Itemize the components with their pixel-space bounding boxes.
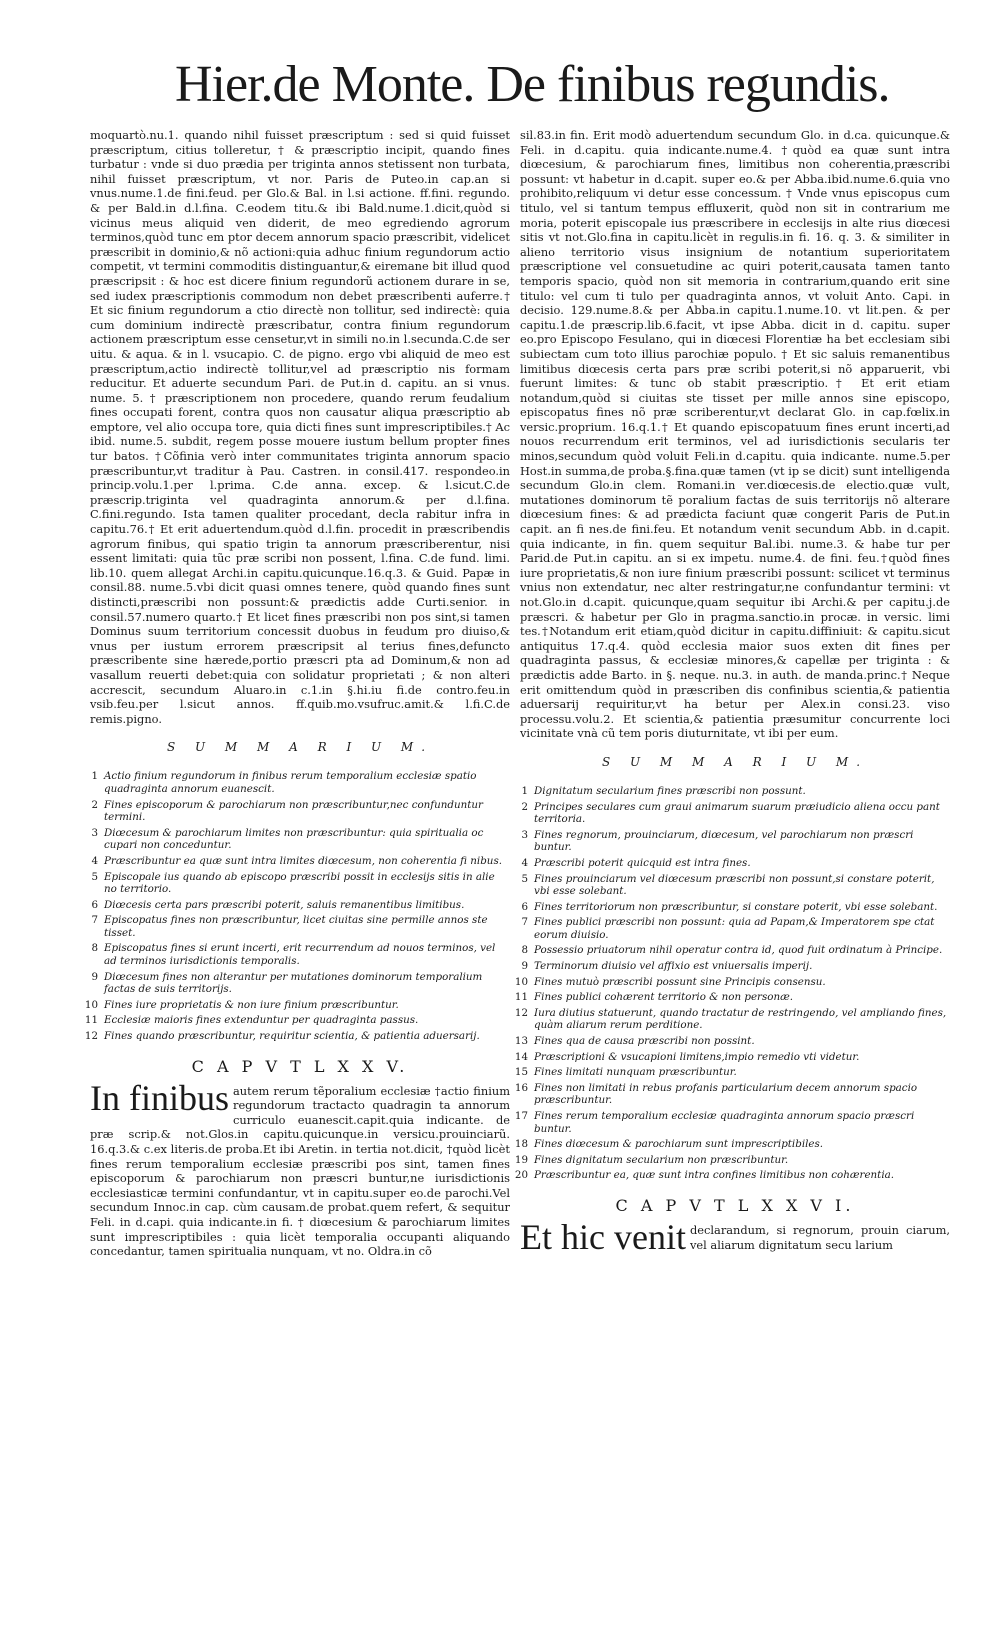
right-body-text: sil.83.in fin. Erit modò aduertendum secundum Glo. in d.ca. quicunque.& Feli. in d.capitu. quia indicante.nume.4. †quòd ea quæ sunt intra diœcesium, & parochiarum fines, limitibus non coherentia,præscribi possunt: vt habetur in d.capit. super eo.& per Abba.ibid.nume.6.quia vno prohibito,reliquum vi detur esse concessum. † Vnde vnus episcopus cum titulo, vel si tantum tempus effluxerit, quòd non sit in contrarium me moria, poterit episcopale ius præscribere in ecclesijs in alte rius diœcesi sitis vt not.Glo.fina in capitu.licèt in regulis.in fi. 16. q. 3. & similiter in alieno territorio visus insignium de notantium superioritatem præscriptione vel consuetudine ac quiri poterit,causata tamen tanto temporis spacio, quòd non sit memoria in contrarium,quando erit sine titulo: vel cum ti tulo per quadraginta annos, vt voluit Anto. Capi. in decisio. 129.nume.8.& per Abba.in capitu.1.nume.10. vt lit.pen. & per capitu.1.de præscrip.lib.6.facit, vt ipse Abba. dicit in d. capitu. super eo.pro Episcopo Fesulano, qui in diœcesi Florentiæ ha bet ecclesiam sibi subiectam cum toto illius parochiæ populo. † Et sic saluis remanentibus limitibus diœcesis certa pars præ scribi poterit,si nõ apparuerit, vbi fuerunt limites: & tunc ob stabit præscriptio.† Et erit etiam notandum,quòd si ciuitas ste tisset per mille annos sine episcopo, episcopatus fines nõ præ scriberentur,vt declarat Glo. in cap.fœlix.in versic.proprium. 16.q.1.† Et quando episcopatuum fines erunt incerti,ad nouos recurrendum erit terminos, vel ad iurisdictionis secularis ter minos,secundum quòd voluit Feli.in d.capitu. quia indicante. nume.5.per Host.in summa,de proba.§.fina.quæ tamen (vt ip se dicit) sunt intelligenda secundum Glo.in clem. Romani.in ver.diœcesis.de electio.quæ vult, mutationes dominorum tẽ poralium factas de suis territorijs nõ alterare diœcesium fines: & ad prædicta faciunt quæ congerit Paris de Put.in capit. an fi nes.de fini.feu. Et notandum venit secundum Abb. in d.capit. quia indicante, in fin. quem sequitur Bal.ibi. nume.3. & habe tur per Parid.de Put.in capitu. an si ex impetu. nume.4. de fini. feu.†quòd fines iure proprietatis,& non iure finium præscribi possunt: scilicet vt terminus vnius non extendatur, nec alter restringatur,ne confundantur termini: vt not.Glo.in d.capit. quicunque,quam sequitur ibi Archi.& per capitu.j.de præscri. & habetur per Glo in pragma.sanctio.in procæ. in versic. limi tes.†Notandum erit etiam,quòd dicitur in capitu.diffiniuit: & capitu.sicut antiquitus 17.q.4. quòd ecclesia maior suos exten dit fines per quadraginta passus, & ecclesiæ minores,& capellæ per triginta : & prædictis adde Barto. in §. neque. nu.3. in auth. de manda.princ.† Neque erit omittendum quòd in præscriben dis confinibus scientia,& patientia aduersarij requiritur,vt ha betur per Alex.in consi.23. viso processu.volu.2. Et scientia,& patientia præsumitur concurrente loci vicinitate vnà cũ tem poris diuturnitate, vt ibi per eum. bbox=[520, 128, 950, 741]
list-item: 16 Fines non limitati in rebus profanis particularium decem annorum spacio præscribuntur. bbox=[514, 1081, 918, 1107]
left-chapter-heading: C A P V T L X X V. bbox=[191, 1056, 409, 1076]
left-summary-list bbox=[84, 770, 510, 1043]
list-item: 12 Fines quando præscribuntur, requiritur scientia, & patientia aduersarij. bbox=[84, 1030, 480, 1043]
list-item: 3 Diœcesum & parochiarum limites non præscribuntur: quia spiritualia oc cupari non conceduntur. bbox=[91, 826, 484, 852]
left-body-text: moquartò.nu.1. quando nihil fuisset præscriptum : sed si quid fuisset præscriptum, citius tolleretur, † & præscriptio incipit, quando fines turbatur : vnde si duo prædia per triginta annos stetissent non turbata, nihil fuisset præscriptum, vt nor. Paris de Puteo.in cap.an si vnus.nume.1.de fini.feud. per Glo.& Bal. in l.si actione. ff.fini. regundo. & per Bald.in d.l.fina. C.eodem titu.& ibi Bald.nume.1.dicit,quòd si vicinus meus aliquid ven diderit, de meo egrediendo agrorum terminos,quòd tunc em ptor decem annorum spacio præscribit, videlicet præscribit in dominio,& nõ actioni:quia adhuc finium regundorum actio competit, vt termini commoditis distinguantur,& eiremane bit illud quod præscripsit : & hoc est dicere finium regundorũ actionem durare in se, sed iudex præscriptionis commodum non debet præscribenti auferre.† Et sic finium regundorum a ctio directè non tollitur, sed indirectè: quia cum dominium indirectè præscribatur, contra finium regundorum actionem præscriptum esse censetur,vt in simili no.in l.secunda.C.de ser uitu. & aqua. & in l. vsucapio. C. de pigno. ergo vbi aliquid de meo est præscriptum,actio indirectè tollitur,vel ad præscriptio nis formam reducitur. Et aduerte secundum Pari. de Put.in d. capitu. an si vnus. nume. 5. † præscriptionem non procedere, quando rerum feudalium fines occupati forent, contra quos non causatur aliqua præscriptio ab emptore, vel alio occupa tore, quia dicti fines sunt imprescriptibiles.† Ac ibid. nume.5. subdit, regem posse mouere iustum bellum propter fines tur batos. †Cõfinia verò inter communitates triginta annorum spacio præscribuntur,vt traditur à Pau. Castren. in consil.417. respondeo.in princip.volu.1.per l.prima. C.de anna. excep. & l.sicut.C.de præscrip.triginta vel quadraginta annorum.& per d.l.fina. C.fini.regundo. Ista tamen qualiter procedant, decla rabitur infra in capitu.76.† Et erit aduertendum.quòd d.l.fin. procedit in præscribendis agrorum finibus, qui spatio trigin ta annorum præscriberentur, nisi essent limitati: quia tũc præ scribi non possent, l.fina. C.de fund. limi. lib.10. quem allegat Archi.in capitu.quicunque.16.q.3. & Guid. Papæ in consil.88. nume.5.vbi dicit quasi omnes tenere, quòd quando fines sunt distincti,præscribi non possunt:& prædictis adde Curti.senior. in consil.57.numero quarto.† Et licet fines præscribi non pos sint,si tamen Dominus suum territorium concessit duobus in feudum pro diuiso,& vnus per iustum errorem præscripsit al terius fines,defuncto præscribente sine hærede,portio præscri pta ad Dominum,& non ad vasallum reuerti debet:quia con solidatur proprietati ; & non alteri accrescit, secundum Aluaro.in c.1.in §.hi.iu fi.de contro.feu.in vsib.feu.per l.sicut annos. ff.quib.mo.vsufruc.amit.& l.fi.C.de remis.pigno. bbox=[90, 128, 510, 726]
list-item: 18 Fines diœcesum & parochiarum sunt imprescriptibiles. bbox=[514, 1138, 824, 1151]
right-summary-heading: S U M M A R I U M. bbox=[601, 754, 869, 769]
left-summary-heading: S U M M A R I U M. bbox=[166, 740, 434, 755]
list-item: 6 Fines territoriorum non præscribuntur, si constare poterit, vbi esse solebant. bbox=[521, 900, 938, 913]
list-item: 3 Fines regnorum, prouinciarum, diœcesum, vel parochiarum non præscri buntur. bbox=[521, 828, 914, 854]
list-item: 10 Fines mutuò præscribi possunt sine Principis consensu. bbox=[514, 975, 826, 988]
left-column bbox=[84, 128, 510, 1259]
chapter-body: declarandum, si regnorum, prouin ciarum, vel aliarum dignitatum secu larium bbox=[689, 1222, 950, 1252]
initial-words: Et hic venit bbox=[520, 1216, 686, 1257]
initial-words: In finibus bbox=[90, 1077, 229, 1118]
list-item: 1 Dignitatum secularium fines præscribi non possunt. bbox=[521, 784, 806, 797]
running-head: Hier.de Monte. De finibus regundis. bbox=[175, 56, 890, 113]
list-item: 2 Principes seculares cum graui animarum suarum præiudicio aliena occu pant territoria. bbox=[521, 800, 940, 826]
list-item: 5 Episcopale ius quando ab episcopo præscribi possit in ecclesijs sitis in alie no territorio. bbox=[91, 870, 495, 896]
right-column bbox=[514, 128, 950, 1257]
list-item: 6 Diœcesis certa pars præscribi poterit, saluis remanentibus limitibus. bbox=[91, 898, 465, 911]
list-item: 20 Præscribuntur ea, quæ sunt intra confines limitibus non cohærentia. bbox=[514, 1169, 895, 1182]
right-chapter-text bbox=[520, 1216, 950, 1257]
list-item: 7 Episcopatus fines non præscribuntur, licet ciuitas sine permille annos ste tisset. bbox=[91, 914, 488, 939]
list-item: 11 Fines publici cohærent territorio & non personæ. bbox=[514, 991, 794, 1004]
list-item: 4 Præscribuntur ea quæ sunt intra limites diœcesum, non coherentia fi nibus. bbox=[91, 854, 502, 867]
list-item: 5 Fines prouinciarum vel diœcesum præscribi non possunt,si constare poterit, vbi esse solebant. bbox=[521, 872, 935, 898]
list-item: 15 Fines limitati nunquam præscribuntur. bbox=[514, 1066, 737, 1079]
list-item: 2 Fines episcoporum & parochiarum non præscribuntur,nec confunduntur termini. bbox=[91, 798, 483, 824]
list-item: 9 Terminorum diuisio vel affixio est vniuersalis imperij. bbox=[521, 960, 813, 973]
list-item: 8 Possessio priuatorum nihil operatur contra id, quod fuit ordinatum à Principe. bbox=[521, 944, 943, 957]
right-summary-list bbox=[514, 784, 950, 1182]
left-chapter-text bbox=[90, 1077, 510, 1259]
right-chapter-heading: C A P V T L X X V I. bbox=[615, 1195, 855, 1215]
list-item: 19 Fines dignitatum secularium non præscribuntur. bbox=[514, 1153, 789, 1166]
list-item: 8 Episcopatus fines si erunt incerti, erit recurrendum ad nouos terminos, vel ad terminos iurisdictionis temporalis. bbox=[91, 942, 496, 968]
chapter-body: autem rerum tẽporalium ecclesiæ †actio finium regundorum tractacto quadragin ta annorum curriculo euanescit.capit.quia indicante. de præ scrip.& not.Glos.in capitu.quicunque.in versicu.prouinciarũ. 16.q.3.& c.ex literis.de proba.Et ibi Aretin. in tertia not.dicit, †quòd licèt fines rerum temporalium ecclesiæ præscribi pos sint, tamen fines episcoporum & parochiarum non præscri buntur,ne iurisdictionis ecclesiasticæ termini confundantur, vt in capitu.super eo.de parochi.Vel secundum Innoc.in cap. cùm causam.de probat.quem refert, & sequitur Feli. in d.capi. quia indicante.in fi. † diœcesium & parochiarum limites sunt imprescriptibiles : quia licèt temporalia occupanti aliquando concedantur, tamen spiritualia nunquam, vt no. Oldra.in cõ bbox=[90, 1083, 510, 1259]
list-item: 4 Præscribi poterit quicquid est intra fines. bbox=[521, 856, 751, 869]
list-item: 12 Iura diutius statuerunt, quando tractatur de restringendo, vel ampliando fines, quàm aliarum rerum perditione. bbox=[514, 1006, 947, 1032]
list-item: 11 Ecclesiæ maioris fines extenduntur per quadraginta passus. bbox=[84, 1014, 419, 1027]
list-item: 17 Fines rerum temporalium ecclesiæ quadraginta annorum spacio præscri buntur. bbox=[514, 1110, 915, 1135]
list-item: 1 Actio finium regundorum in finibus rerum temporalium ecclesiæ spatio quadraginta annorum euanescit. bbox=[91, 770, 477, 795]
list-item: 9 Diœcesum fines non alterantur per mutationes dominorum temporalium factas de suis territorijs. bbox=[91, 970, 483, 996]
list-item: 13 Fines qua de causa præscribi non possint. bbox=[514, 1035, 755, 1048]
list-item: 14 Præscriptioni & vsucapioni limitens,impio remedio vti videtur. bbox=[514, 1050, 860, 1063]
list-item: 7 Fines publici præscribi non possunt: quia ad Papam,& Imperatorem spe ctat eorum diuisio. bbox=[521, 916, 935, 941]
list-item: 10 Fines iure proprietatis & non iure finium præscribuntur. bbox=[84, 998, 399, 1011]
